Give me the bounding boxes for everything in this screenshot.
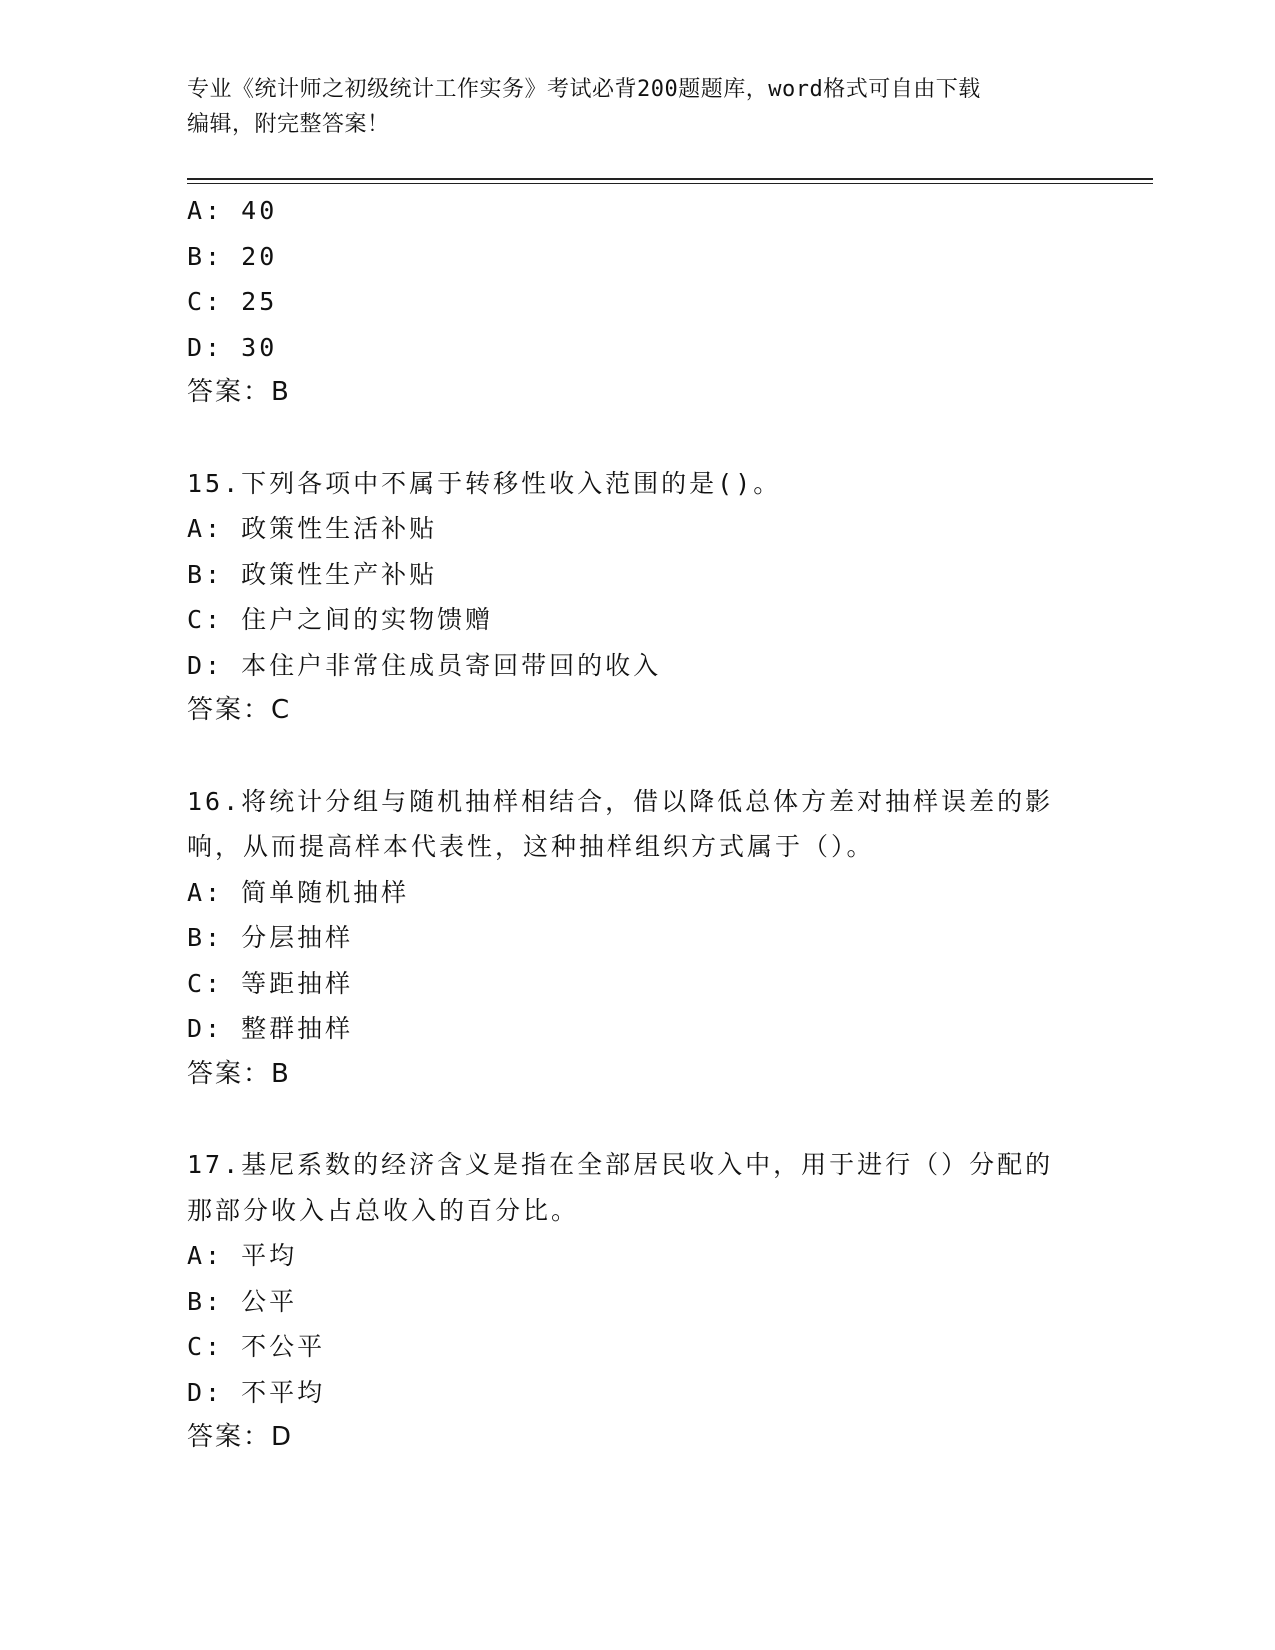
option-d: D: 不平均 [187,1377,326,1407]
spacer [187,1097,1087,1142]
question-list [187,188,1087,1461]
answer-line: 答案：D [187,1422,294,1452]
option-c: C: 不公平 [187,1332,326,1361]
header-title-line-2: 编辑，附完整答案！ [187,112,390,137]
header-divider-thick [187,178,1153,180]
spacer [187,416,1087,461]
option-d: D: 整群抽样 [187,1014,354,1043]
question-block-15 [187,461,1087,734]
option-b: B: 20 [187,241,278,271]
option-a: A: 40 [187,196,278,225]
question-text-line-2: 响，从而提高样本代表性，这种抽样组织方式属于（）。 [187,832,875,861]
answer-line: 答案：B [187,377,291,407]
option-c: C: 25 [187,287,278,316]
option-a: A: 简单随机抽样 [187,877,410,907]
option-b: B: 分层抽样 [187,923,354,952]
option-c: C: 等距抽样 [187,968,354,998]
question-block-17 [187,1142,1087,1461]
question-text-line-1: 16.将统计分组与随机抽样相结合，借以降低总体方差对抽样误差的影 [187,786,1054,816]
header-title-line-1: 专业《统计师之初级统计工作实务》考试必背200题题库，word格式可自由下载 [187,77,981,102]
option-b: B: 公平 [187,1286,298,1316]
question-text: 15.下列各项中不属于转移性收入范围的是()。 [187,468,782,498]
header-divider-thin [187,183,1153,184]
answer-line: 答案：B [187,1058,291,1089]
question-text-line-2: 那部分收入占总收入的百分比。 [187,1195,580,1225]
option-a: A: 平均 [187,1241,298,1270]
option-d: D: 本住户非常住成员寄回带回的收入 [187,650,662,680]
question-block-14 [187,188,1087,416]
option-b: B: 政策性生产补贴 [187,559,438,589]
document-header [187,72,1087,142]
option-d: D: 30 [187,332,278,362]
answer-line: 答案：C [187,695,292,725]
option-c: C: 住户之间的实物馈赠 [187,605,494,634]
question-text-line-1: 17.基尼系数的经济含义是指在全部居民收入中，用于进行（）分配的 [187,1150,1054,1179]
option-a: A: 政策性生活补贴 [187,514,438,543]
question-block-16 [187,779,1087,1098]
spacer [187,734,1087,779]
